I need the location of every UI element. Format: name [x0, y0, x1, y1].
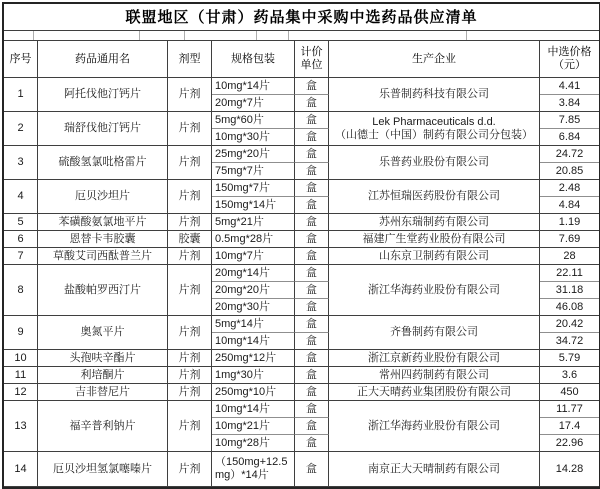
spec-package: 10mg*14片	[212, 78, 295, 95]
row-serial-number: 9	[4, 316, 38, 350]
dosage-form: 胶囊	[168, 231, 212, 248]
row-serial-number: 7	[4, 248, 38, 265]
header-serial-number: 序号	[4, 41, 38, 78]
spec-package: 5mg*21片	[212, 214, 295, 231]
pricing-unit: 盒	[295, 231, 329, 248]
row-serial-number: 8	[4, 265, 38, 316]
drug-name: 吉非替尼片	[38, 384, 168, 401]
pricing-unit: 盒	[295, 384, 329, 401]
drug-name: 厄贝沙坦片	[38, 180, 168, 214]
dosage-form: 片剂	[168, 452, 212, 487]
page-title: 联盟地区（甘肃）药品集中采购中选药品供应清单	[4, 4, 599, 31]
pricing-unit: 盒	[295, 78, 329, 95]
manufacturer-line: （山德士（中国）制药有限公司分包装）	[335, 128, 533, 141]
table-row	[4, 350, 599, 367]
manufacturer-line: 江苏恒瑞医药股份有限公司	[368, 190, 500, 202]
pricing-unit: 盒	[295, 265, 329, 282]
manufacturer-line: 浙江京新药业股份有限公司	[368, 351, 500, 364]
pricing-unit: 盒	[295, 452, 329, 487]
drug-name: 盐酸帕罗西汀片	[38, 265, 168, 316]
manufacturer-line: 山东京卫制药有限公司	[379, 249, 489, 262]
selected-price: 4.41	[540, 78, 599, 95]
spec-package: 10mg*21片	[212, 418, 295, 435]
table-row	[4, 231, 599, 248]
selected-price: 22.11	[540, 265, 599, 282]
spec-package: 250mg*12片	[212, 350, 295, 367]
spec-package: 5mg*14片	[212, 316, 295, 333]
grid-line	[139, 31, 140, 40]
pricing-unit: 盒	[295, 95, 329, 112]
header-dosage-form: 剂型	[168, 41, 212, 78]
pricing-unit: 盒	[295, 129, 329, 146]
table-row	[4, 265, 599, 282]
spec-package: 20mg*14片	[212, 265, 295, 282]
table-row	[4, 401, 599, 418]
drug-name: 草酸艾司西酞普兰片	[38, 248, 168, 265]
selected-price: 14.28	[540, 452, 599, 487]
header-selected-price: 中选价格（元）	[540, 41, 599, 78]
selected-price: 11.77	[540, 401, 599, 418]
row-serial-number: 4	[4, 180, 38, 214]
pricing-unit: 盒	[295, 282, 329, 299]
grid-line	[256, 31, 257, 40]
selected-price: 31.18	[540, 282, 599, 299]
selected-price: 7.69	[540, 231, 599, 248]
selected-price: 450	[540, 384, 599, 401]
table-row	[4, 316, 599, 333]
spec-package: 10mg*14片	[212, 333, 295, 350]
table-header-row	[4, 41, 599, 78]
spec-package: 20mg*20片	[212, 282, 295, 299]
selected-price: 1.19	[540, 214, 599, 231]
header-manufacturer: 生产企业	[329, 41, 540, 78]
row-serial-number: 12	[4, 384, 38, 401]
manufacturer-line: 福建广生堂药业股份有限公司	[362, 232, 506, 245]
selected-price: 7.85	[540, 112, 599, 129]
manufacturer	[329, 452, 540, 487]
dosage-form: 片剂	[168, 265, 212, 316]
table-row	[4, 146, 599, 163]
spec-package: 10mg*7片	[212, 248, 295, 265]
spacer-cell	[4, 31, 599, 41]
row-serial-number: 2	[4, 112, 38, 146]
manufacturer	[329, 265, 540, 316]
drug-table-body	[4, 78, 599, 487]
spacer-row	[4, 31, 599, 41]
pricing-unit: 盒	[295, 367, 329, 384]
drug-name: 厄贝沙坦氢氯噻嗪片	[38, 452, 168, 487]
pricing-unit: 盒	[295, 163, 329, 180]
grid-line	[288, 31, 289, 40]
pricing-unit: 盒	[295, 435, 329, 452]
manufacturer-line: 苏州东瑞制药有限公司	[379, 215, 489, 228]
manufacturer	[329, 78, 540, 112]
row-serial-number: 14	[4, 452, 38, 487]
manufacturer-line: 齐鲁制药有限公司	[390, 326, 478, 338]
pricing-unit: 盒	[295, 316, 329, 333]
drug-name: 苯磺酸氨氯地平片	[38, 214, 168, 231]
pricing-unit: 盒	[295, 214, 329, 231]
drug-name: 硫酸氢氯吡格雷片	[38, 146, 168, 180]
manufacturer-line: 南京正大天晴制药有限公司	[368, 462, 500, 475]
selected-price: 3.6	[540, 367, 599, 384]
manufacturer	[329, 112, 540, 146]
selected-price: 4.84	[540, 197, 599, 214]
manufacturer	[329, 316, 540, 350]
table-row	[4, 384, 599, 401]
table-row	[4, 112, 599, 129]
spec-package: 75mg*7片	[212, 163, 295, 180]
dosage-form: 片剂	[168, 248, 212, 265]
dosage-form: 片剂	[168, 180, 212, 214]
drug-name: 福辛普利钠片	[38, 401, 168, 452]
drug-name: 阿托伐他汀钙片	[38, 78, 168, 112]
dosage-form: 片剂	[168, 112, 212, 146]
dosage-form: 片剂	[168, 367, 212, 384]
drug-name: 奥氮平片	[38, 316, 168, 350]
manufacturer-line: Lek Pharmaceuticals d.d.	[372, 115, 496, 128]
drug-supply-table	[2, 2, 600, 489]
grid-line	[184, 31, 185, 40]
grid-line	[33, 31, 34, 40]
spec-package: 20mg*30片	[212, 299, 295, 316]
spec-package: 20mg*7片	[212, 95, 295, 112]
manufacturer	[329, 367, 540, 384]
header-drug-generic-name: 药品通用名	[38, 41, 168, 78]
pricing-unit: 盒	[295, 180, 329, 197]
drug-name: 利培酮片	[38, 367, 168, 384]
manufacturer	[329, 384, 540, 401]
manufacturer	[329, 231, 540, 248]
selected-price: 2.48	[540, 180, 599, 197]
spec-package: 0.5mg*28片	[212, 231, 295, 248]
dosage-form: 片剂	[168, 350, 212, 367]
dosage-form: 片剂	[168, 401, 212, 452]
table-row	[4, 180, 599, 197]
spec-package: 10mg*14片	[212, 401, 295, 418]
manufacturer	[329, 248, 540, 265]
manufacturer	[329, 214, 540, 231]
drug-name: 头孢呋辛酯片	[38, 350, 168, 367]
selected-price: 24.72	[540, 146, 599, 163]
table-row	[4, 367, 599, 384]
spec-package: 10mg*28片	[212, 435, 295, 452]
selected-price: 34.72	[540, 333, 599, 350]
spec-package: 1mg*30片	[212, 367, 295, 384]
spec-package: 25mg*20片	[212, 146, 295, 163]
grid-line	[466, 31, 467, 40]
pricing-unit: 盒	[295, 299, 329, 316]
pricing-unit: 盒	[295, 197, 329, 214]
row-serial-number: 5	[4, 214, 38, 231]
table-row	[4, 248, 599, 265]
manufacturer-line: 乐普制药科技有限公司	[379, 88, 489, 100]
table-row	[4, 78, 599, 95]
row-serial-number: 1	[4, 78, 38, 112]
spec-package: （150mg+12.5mg）*14片	[212, 452, 295, 487]
spec-package: 5mg*60片	[212, 112, 295, 129]
manufacturer-line: 浙江华海药业股份有限公司	[368, 419, 500, 432]
dosage-form: 片剂	[168, 316, 212, 350]
selected-price: 6.84	[540, 129, 599, 146]
selected-price: 17.4	[540, 418, 599, 435]
selected-price: 3.84	[540, 95, 599, 112]
pricing-unit: 盒	[295, 248, 329, 265]
spec-package: 10mg*30片	[212, 129, 295, 146]
manufacturer	[329, 401, 540, 452]
dosage-form: 片剂	[168, 146, 212, 180]
row-serial-number: 10	[4, 350, 38, 367]
pricing-unit: 盒	[295, 401, 329, 418]
drug-name: 瑞舒伐他汀钙片	[38, 112, 168, 146]
spec-package: 150mg*14片	[212, 197, 295, 214]
selected-price: 28	[540, 248, 599, 265]
row-serial-number: 13	[4, 401, 38, 452]
selected-price: 5.79	[540, 350, 599, 367]
manufacturer-line: 浙江华海药业股份有限公司	[368, 283, 500, 296]
manufacturer-line: 常州四药制药有限公司	[379, 368, 489, 381]
row-serial-number: 11	[4, 367, 38, 384]
table-row	[4, 214, 599, 231]
dosage-form: 片剂	[168, 78, 212, 112]
selected-price: 20.85	[540, 163, 599, 180]
selected-price: 22.96	[540, 435, 599, 452]
drug-name: 恩替卡韦胶囊	[38, 231, 168, 248]
header-spec-package: 规格包装	[212, 41, 295, 78]
dosage-form: 片剂	[168, 384, 212, 401]
manufacturer	[329, 180, 540, 214]
title-row	[4, 4, 599, 31]
pricing-unit: 盒	[295, 112, 329, 129]
row-serial-number: 3	[4, 146, 38, 180]
selected-price: 20.42	[540, 316, 599, 333]
pricing-unit: 盒	[295, 333, 329, 350]
manufacturer	[329, 146, 540, 180]
header-pricing-unit: 计价单位	[295, 41, 329, 78]
dosage-form: 片剂	[168, 214, 212, 231]
spec-package: 250mg*10片	[212, 384, 295, 401]
pricing-unit: 盒	[295, 418, 329, 435]
pricing-unit: 盒	[295, 146, 329, 163]
table-row	[4, 452, 599, 487]
manufacturer	[329, 350, 540, 367]
selected-price: 46.08	[540, 299, 599, 316]
spec-package: 150mg*7片	[212, 180, 295, 197]
pricing-unit: 盒	[295, 350, 329, 367]
row-serial-number: 6	[4, 231, 38, 248]
manufacturer-line: 正大天晴药业集团股份有限公司	[357, 385, 511, 398]
manufacturer-line: 乐普药业股份有限公司	[379, 156, 489, 168]
